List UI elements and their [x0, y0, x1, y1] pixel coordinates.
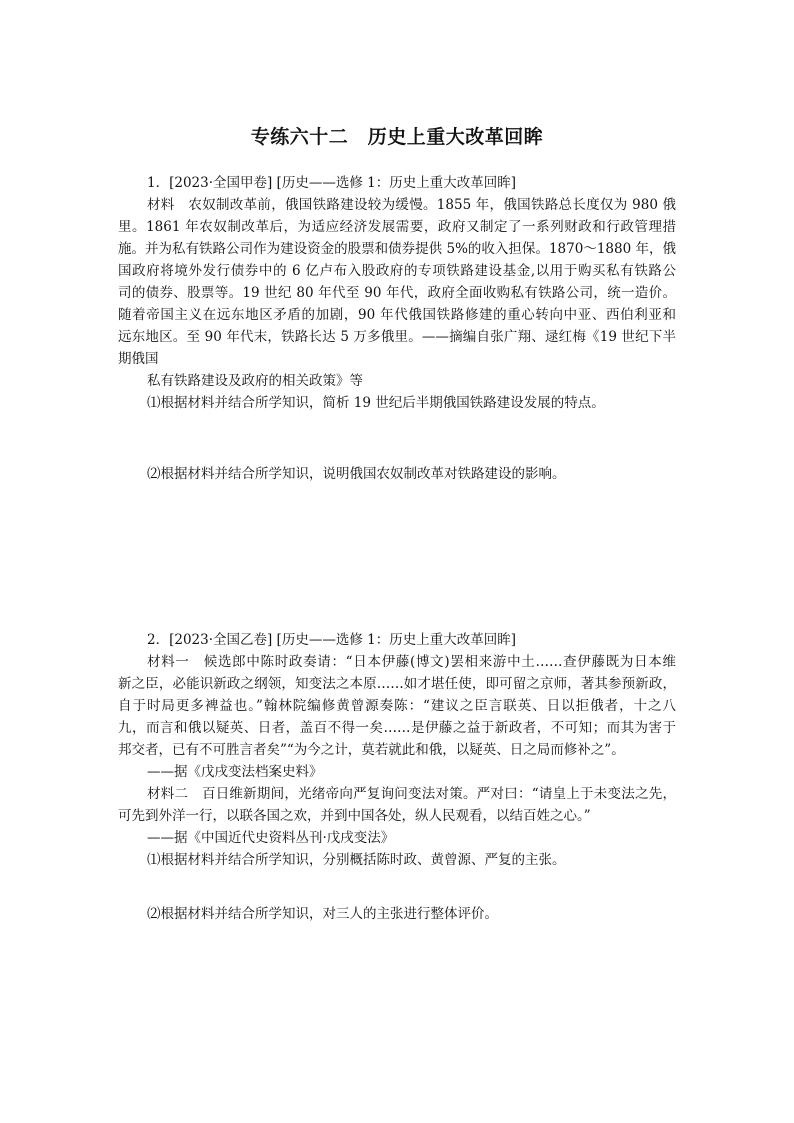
- question-1: [118, 172, 676, 414]
- q2-material1-line: 九，而言和俄以疑英、日者，盖百不得一矣……是伊藤之益于新政者，不可知；而其为害于: [118, 720, 676, 736]
- question-1-header: 1．[2023·全国甲卷] [历史——选修 1：历史上重大改革回眸]: [147, 175, 516, 191]
- q1-material-line: 期俄国: [118, 351, 159, 367]
- question-2-header: 2．[2023·全国乙卷] [历史——选修 1：历史上重大改革回眸]: [147, 632, 516, 648]
- q1-material-line: 远东地区。至 90 年代末，铁路长达 5 万多俄里。——摘编自张广翔、逯红梅《19 世纪下半: [118, 329, 676, 345]
- q2-source-1: ——据《戊戌变法档案史料》: [147, 764, 323, 780]
- q2-material1-line: 新之臣，必能识新政之纲领，知变法之本原……如才堪任使，即可留之京师，著其参预新政，: [118, 676, 676, 692]
- q1-material-line: 里。1861 年农奴制改革后，为适应经济发展需要，政府又制定了一系列财政和行政管理措: [118, 219, 676, 235]
- q2-source-2: ——据《中国近代史资料丛刊·戊戌变法》: [147, 830, 395, 846]
- q1-source: 私有铁路建设及政府的相关政策》等: [147, 373, 363, 389]
- q2-subquestion-2: ⑵根据材料并结合所学知识，对三人的主张进行整体评价。: [147, 906, 498, 922]
- q2-material2-line: 材料二 百日维新期间，光绪帝向严复询问变法对策。严对曰：“请皇上于未变法之先，: [147, 786, 676, 802]
- q1-material-line: 司的债券、股票等。19 世纪 80 年代至 90 年代，政府全面收购私有铁路公司，统一造价。: [118, 285, 676, 301]
- page-title: 专练六十二 历史上重大改革回眸: [250, 126, 544, 148]
- q2-material2-line: 可先到外洋一行，以联各国之欢，并到中国各处，纵人民观看，以结百姓之心。”: [118, 808, 591, 824]
- q1-subquestion-1: ⑴根据材料并结合所学知识，简析 19 世纪后半期俄国铁路建设发展的特点。: [147, 395, 605, 411]
- q1-subquestion-2-block: [118, 463, 676, 485]
- q2-subquestion-1: ⑴根据材料并结合所学知识，分别概括陈时政、黄曾源、严复的主张。: [147, 852, 566, 868]
- q2-material1-line: 邦交者，已有不可胜言者矣”“为今之计，莫若就此和俄，以疑英、日之局而修补之”。: [118, 742, 625, 758]
- q1-material-line: 材料 农奴制改革前，俄国铁路建设较为缓慢。1855 年，俄国铁路总长度仅为 980 俄: [147, 197, 676, 213]
- q2-material1-line: 材料一 候选郎中陈时政奏请：“日本伊藤(博文)罢相来游中土……查伊藤既为日本维: [147, 654, 676, 670]
- question-2: [118, 629, 676, 871]
- q1-material-line: 国政府将境外发行债券中的 6 亿卢布入股政府的专项铁路建设基金,以用于购买私有铁路公: [118, 263, 676, 279]
- q2-material1-line: 自于时局更多裨益也。”翰林院编修黄曾源奏陈：“建议之臣言联英、日以拒俄者，十之八: [118, 698, 676, 714]
- q1-material-line: 施。并为私有铁路公司作为建设资金的股票和债券提供 5%的收入担保。1870～1880 年，俄: [118, 241, 676, 257]
- q1-subquestion-2: ⑵根据材料并结合所学知识，说明俄国农奴制改革对铁路建设的影响。: [147, 466, 566, 482]
- q2-subquestion-2-block: [118, 903, 676, 925]
- q1-material-line: 随着帝国主义在远东地区矛盾的加剧，90 年代俄国铁路修建的重心转向中亚、西伯利亚和: [118, 307, 676, 323]
